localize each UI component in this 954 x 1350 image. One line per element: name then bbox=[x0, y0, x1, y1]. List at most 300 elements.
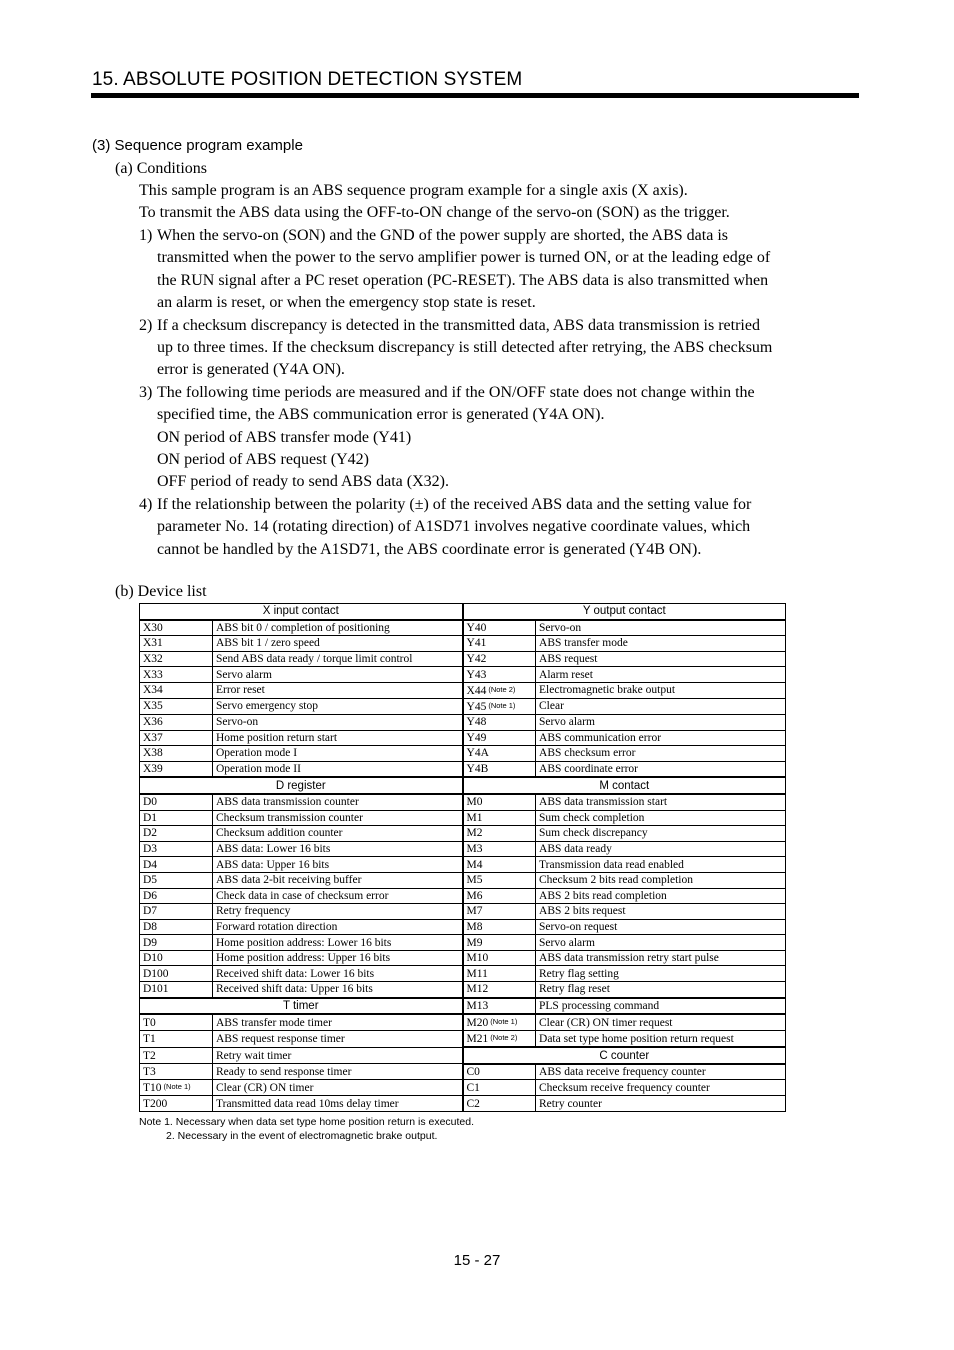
condition-item bbox=[139, 225, 859, 315]
t-description-cell-text: Clear (CR) ON timer bbox=[216, 1081, 314, 1094]
t-timer-header-text: T timer bbox=[282, 999, 319, 1012]
d-description-cell-text: Home position address: Lower 16 bits bbox=[216, 936, 392, 949]
x-description-cell bbox=[213, 636, 463, 652]
y-device-cell-text: Y49 bbox=[466, 731, 487, 744]
x-device-cell-text: X39 bbox=[143, 763, 163, 776]
d-description-cell-text: ABS data: Upper 16 bits bbox=[216, 858, 330, 871]
m-device-cell bbox=[463, 872, 536, 888]
y-device-cell bbox=[463, 682, 536, 698]
t-device-cell bbox=[140, 1014, 213, 1031]
y-description-cell-text: ABS checksum error bbox=[539, 747, 636, 760]
x-device-cell-text: X37 bbox=[143, 731, 163, 744]
m-device-cell bbox=[463, 810, 536, 826]
d-description-cell bbox=[213, 966, 463, 982]
table-row bbox=[140, 794, 786, 810]
m-device-cell bbox=[463, 982, 536, 998]
d-device-cell bbox=[140, 982, 213, 998]
y-device-cell bbox=[463, 636, 536, 652]
m-device-cell bbox=[463, 919, 536, 935]
d-description-cell-text: ABS data 2-bit receiving buffer bbox=[216, 874, 362, 887]
d-description-cell bbox=[213, 841, 463, 857]
x-device-cell bbox=[140, 730, 213, 746]
t-device-cell-text: T1 bbox=[143, 1033, 156, 1045]
x-description-cell-text: Servo emergency stop bbox=[216, 700, 318, 713]
condition-item bbox=[139, 315, 859, 382]
y-description-cell bbox=[536, 636, 786, 652]
y-description-cell-text: Servo alarm bbox=[539, 716, 595, 729]
y-device-cell bbox=[463, 714, 536, 730]
conditions-list bbox=[139, 225, 859, 561]
x-device-cell-text: X36 bbox=[143, 716, 163, 729]
condition-item-line: If the relationship between the polarity (±) of the received ABS data and the setting value for bbox=[157, 495, 752, 513]
d-device-cell bbox=[140, 826, 213, 842]
x-description-cell-text: Home position return start bbox=[216, 731, 338, 744]
m-device-cell bbox=[463, 935, 536, 951]
x-device-cell bbox=[140, 682, 213, 698]
y-device-cell bbox=[463, 620, 536, 636]
t-device-cell bbox=[140, 1031, 213, 1048]
c-device-cell bbox=[463, 1080, 536, 1096]
m-description-cell-text: ABS data transmission start bbox=[539, 796, 668, 809]
d-description-cell-text: Home position address: Upper 16 bits bbox=[216, 952, 391, 965]
x-device-cell bbox=[140, 761, 213, 777]
device-list-table bbox=[139, 603, 786, 1112]
d-description-cell-text: Checksum addition counter bbox=[216, 827, 343, 840]
x-device-cell bbox=[140, 636, 213, 652]
note-2: 2. Necessary in the event of electromagnetic brake output. bbox=[166, 1130, 438, 1142]
d-device-cell-text: D9 bbox=[143, 936, 158, 949]
table-row bbox=[140, 826, 786, 842]
y-description-cell-text: Electromagnetic brake output bbox=[539, 684, 676, 697]
m-device-cell bbox=[463, 950, 536, 966]
t-description-cell bbox=[213, 1031, 463, 1048]
header-rule bbox=[91, 93, 859, 98]
m-device-cell bbox=[463, 1014, 536, 1031]
table-row bbox=[140, 761, 786, 777]
d-device-cell-text: D100 bbox=[143, 967, 169, 980]
table-row bbox=[140, 1064, 786, 1080]
y-description-cell bbox=[536, 667, 786, 683]
y-device-cell-text: Y45 bbox=[466, 700, 487, 713]
table-notes bbox=[139, 1115, 474, 1143]
x-description-cell-text: Servo alarm bbox=[216, 668, 272, 681]
d-register-header bbox=[140, 777, 463, 794]
intro-line: To transmit the ABS data using the OFF-to-ON change of the servo-on (SON) as the trigger. bbox=[139, 204, 730, 222]
d-device-cell bbox=[140, 888, 213, 904]
d-description-cell-text: ABS data transmission counter bbox=[216, 796, 359, 809]
y-description-cell-text: ABS communication error bbox=[539, 731, 662, 744]
d-device-cell-text: D2 bbox=[143, 827, 158, 840]
page-header-title: 15. ABSOLUTE POSITION DETECTION SYSTEM bbox=[92, 69, 523, 90]
y-device-cell-text: Y4B bbox=[466, 763, 489, 776]
x-device-cell-text: X33 bbox=[143, 668, 163, 681]
condition-item-line: The following time periods are measured and if the ON/OFF state does not change within the bbox=[157, 383, 755, 401]
y-description-cell-text: Alarm reset bbox=[539, 668, 593, 681]
table-row bbox=[140, 841, 786, 857]
y-description-cell-text: Clear bbox=[539, 700, 564, 713]
d-device-cell bbox=[140, 950, 213, 966]
d-description-cell-text: Check data in case of checksum error bbox=[216, 889, 389, 902]
x-device-cell bbox=[140, 667, 213, 683]
c-description-cell-text: Retry counter bbox=[539, 1097, 602, 1110]
table-row bbox=[140, 935, 786, 951]
subsection-conditions-heading: (a) Conditions bbox=[115, 160, 207, 177]
m-description-cell-text: Retry flag setting bbox=[539, 967, 619, 980]
table-row bbox=[140, 651, 786, 667]
m-description-cell bbox=[536, 950, 786, 966]
m-device-cell-text: M8 bbox=[466, 920, 483, 933]
y-description-cell bbox=[536, 730, 786, 746]
d-register-header-text: D register bbox=[275, 779, 326, 792]
m-device-cell-text: M9 bbox=[466, 936, 483, 949]
t-device-cell-text: T2 bbox=[143, 1049, 156, 1062]
x-description-cell-text: ABS bit 1 / zero speed bbox=[216, 637, 320, 650]
y-description-cell bbox=[536, 714, 786, 730]
condition-item bbox=[139, 382, 859, 494]
table-row bbox=[140, 604, 786, 620]
table-row bbox=[140, 950, 786, 966]
section-heading: (3) Sequence program example bbox=[92, 137, 303, 154]
m-description-cell-text: Transmission data read enabled bbox=[539, 858, 684, 871]
x-description-cell bbox=[213, 667, 463, 683]
m-device-cell-text: M12 bbox=[466, 983, 489, 996]
d-description-cell bbox=[213, 982, 463, 998]
t-description-cell-text: Transmitted data read 10ms delay timer bbox=[216, 1097, 399, 1110]
m-description-cell-text: Data set type home position return request bbox=[539, 1032, 734, 1045]
x-input-contact-header-text: X input contact bbox=[262, 605, 339, 618]
t-device-cell bbox=[140, 1096, 213, 1112]
d-device-cell bbox=[140, 966, 213, 982]
subsection-device-list-heading: (b) Device list bbox=[115, 583, 207, 600]
table-row bbox=[140, 698, 786, 714]
x-description-cell bbox=[213, 761, 463, 777]
x-device-cell-text: X30 bbox=[143, 621, 163, 634]
m-device-cell bbox=[463, 1031, 536, 1048]
m-device-cell-text: M11 bbox=[466, 967, 488, 980]
m-description-cell-text: Checksum 2 bits read completion bbox=[539, 874, 693, 887]
m-device-cell-text: M2 bbox=[466, 827, 483, 840]
y-description-cell-text: ABS coordinate error bbox=[539, 763, 639, 776]
t-device-cell-text: T3 bbox=[143, 1065, 156, 1078]
table-row bbox=[140, 998, 786, 1015]
y-device-cell bbox=[463, 761, 536, 777]
t-description-cell bbox=[213, 1096, 463, 1112]
table-row bbox=[140, 636, 786, 652]
y-output-contact-header-text: Y output contact bbox=[582, 605, 666, 618]
d-description-cell bbox=[213, 794, 463, 810]
t-device-cell-text: T200 bbox=[143, 1097, 168, 1110]
x-device-cell-text: X38 bbox=[143, 747, 163, 760]
y-device-cell bbox=[463, 667, 536, 683]
x-device-cell-text: X35 bbox=[143, 700, 163, 713]
condition-item-line: ON period of ABS transfer mode (Y41) bbox=[157, 428, 412, 446]
d-description-cell-text: Forward rotation direction bbox=[216, 920, 338, 933]
d-description-cell-text: Received shift data: Lower 16 bits bbox=[216, 967, 375, 980]
d-device-cell bbox=[140, 872, 213, 888]
c-description-cell-text: ABS data receive frequency counter bbox=[539, 1066, 706, 1079]
d-device-cell-text: D0 bbox=[143, 796, 158, 809]
table-row bbox=[140, 888, 786, 904]
m-description-cell-text: Sum check discrepancy bbox=[539, 827, 648, 840]
d-description-cell bbox=[213, 826, 463, 842]
table-row bbox=[140, 857, 786, 873]
m-description-cell bbox=[536, 794, 786, 810]
table-row bbox=[140, 904, 786, 920]
table-row bbox=[140, 872, 786, 888]
d-device-cell bbox=[140, 841, 213, 857]
d-description-cell-text: Retry frequency bbox=[216, 905, 291, 918]
note-reference: (Note 1) bbox=[163, 1082, 191, 1092]
d-description-cell bbox=[213, 810, 463, 826]
c-description-cell bbox=[536, 1080, 786, 1096]
y-device-cell-text: Y42 bbox=[466, 653, 487, 666]
d-description-cell-text: Received shift data: Upper 16 bits bbox=[216, 983, 373, 996]
condition-item-line: an alarm is reset, or when the emergency stop state is reset. bbox=[157, 294, 536, 312]
c-counter-header bbox=[463, 1047, 786, 1064]
x-description-cell bbox=[213, 698, 463, 714]
m-device-cell-text: M6 bbox=[466, 889, 483, 902]
table-row bbox=[140, 714, 786, 730]
x-device-cell bbox=[140, 698, 213, 714]
x-description-cell-text: Error reset bbox=[216, 684, 265, 697]
table-row bbox=[140, 667, 786, 683]
d-device-cell bbox=[140, 794, 213, 810]
x-description-cell-text: Operation mode II bbox=[216, 763, 301, 776]
m-description-cell bbox=[536, 1031, 786, 1048]
x-description-cell bbox=[213, 746, 463, 762]
m-description-cell bbox=[536, 810, 786, 826]
condition-item-line: transmitted when the power to the servo amplifier power is turned ON, or at the leading edge of bbox=[157, 249, 771, 267]
table-row bbox=[140, 1014, 786, 1031]
d-device-cell bbox=[140, 904, 213, 920]
condition-item-number: 4) bbox=[139, 495, 153, 513]
t-device-cell-text: T0 bbox=[143, 1016, 156, 1029]
table-row bbox=[140, 919, 786, 935]
m-device-cell-text: M13 bbox=[466, 999, 489, 1012]
condition-item-line: cannot be handled by the A1SD71, the ABS coordinate error is generated (Y4B ON). bbox=[157, 540, 702, 558]
x-device-cell bbox=[140, 714, 213, 730]
y-device-cell-text: Y41 bbox=[466, 637, 487, 650]
d-device-cell bbox=[140, 857, 213, 873]
table-row bbox=[140, 746, 786, 762]
t-description-cell bbox=[213, 1064, 463, 1080]
m-device-cell bbox=[463, 904, 536, 920]
y-description-cell bbox=[536, 651, 786, 667]
m-device-cell bbox=[463, 966, 536, 982]
m-description-cell-text: PLS processing command bbox=[539, 999, 660, 1012]
condition-item bbox=[139, 494, 859, 561]
y-device-cell-text: Y48 bbox=[466, 716, 487, 729]
y-device-cell-text: X44 bbox=[466, 684, 487, 697]
c-description-cell bbox=[536, 1096, 786, 1112]
d-device-cell bbox=[140, 810, 213, 826]
d-description-cell bbox=[213, 857, 463, 873]
x-device-cell-text: X34 bbox=[143, 684, 163, 697]
t-description-cell bbox=[213, 1047, 463, 1064]
condition-item-line: the RUN signal after a PC reset operation (PC-RESET). The ABS data is also transmitted when bbox=[157, 271, 769, 289]
c-device-cell-text: C2 bbox=[466, 1097, 480, 1110]
m-description-cell-text: ABS data transmission retry start pulse bbox=[539, 952, 719, 965]
c-description-cell-text: Checksum receive frequency counter bbox=[539, 1081, 710, 1094]
m-device-cell-text: M5 bbox=[466, 874, 483, 887]
m-description-cell-text: ABS 2 bits read completion bbox=[539, 889, 667, 902]
m-device-cell-text: M7 bbox=[466, 905, 483, 918]
t-description-cell bbox=[213, 1080, 463, 1096]
t-description-cell-text: ABS transfer mode timer bbox=[216, 1016, 332, 1029]
condition-item-line: ON period of ABS request (Y42) bbox=[157, 451, 369, 469]
table-row bbox=[140, 777, 786, 794]
note-reference: (Note 2) bbox=[490, 1033, 518, 1043]
d-device-cell-text: D1 bbox=[143, 811, 158, 824]
t-device-cell bbox=[140, 1047, 213, 1064]
condition-item-line: OFF period of ready to send ABS data (X32). bbox=[157, 473, 449, 491]
c-counter-header-text: C counter bbox=[599, 1049, 650, 1062]
m-description-cell-text: Servo alarm bbox=[539, 936, 595, 949]
table-row bbox=[140, 1047, 786, 1064]
y-description-cell bbox=[536, 682, 786, 698]
d-device-cell-text: D101 bbox=[143, 983, 169, 996]
m-device-cell bbox=[463, 841, 536, 857]
y-device-cell bbox=[463, 746, 536, 762]
m-device-cell bbox=[463, 998, 536, 1015]
d-device-cell-text: D4 bbox=[143, 858, 158, 871]
m-device-cell-text: M1 bbox=[466, 811, 483, 824]
m-description-cell bbox=[536, 904, 786, 920]
y-description-cell bbox=[536, 620, 786, 636]
x-description-cell-text: Operation mode I bbox=[216, 747, 298, 760]
x-description-cell bbox=[213, 714, 463, 730]
condition-item-number: 1) bbox=[139, 227, 153, 244]
c-device-cell bbox=[463, 1064, 536, 1080]
d-description-cell bbox=[213, 872, 463, 888]
c-device-cell-text: C0 bbox=[466, 1066, 480, 1079]
intro-paragraph bbox=[139, 180, 859, 225]
m-description-cell-text: Sum check completion bbox=[539, 811, 645, 824]
table-row bbox=[140, 1096, 786, 1112]
condition-item-line: up to three times. If the checksum discrepancy is still detected after retrying, the ABS checksum bbox=[157, 339, 773, 357]
t-timer-header bbox=[140, 998, 463, 1015]
y-description-cell bbox=[536, 761, 786, 777]
table-row bbox=[140, 1031, 786, 1048]
note-reference: (Note 1) bbox=[490, 1017, 518, 1027]
t-description-cell-text: ABS request response timer bbox=[216, 1033, 345, 1045]
x-input-contact-header bbox=[140, 604, 463, 620]
m-description-cell bbox=[536, 966, 786, 982]
m-device-cell bbox=[463, 857, 536, 873]
d-device-cell-text: D5 bbox=[143, 874, 158, 887]
x-description-cell bbox=[213, 682, 463, 698]
table-row bbox=[140, 982, 786, 998]
x-device-cell-text: X32 bbox=[143, 653, 163, 666]
t-description-cell bbox=[213, 1014, 463, 1031]
note-reference: (Note 1) bbox=[488, 700, 516, 710]
m-device-cell-text: M20 bbox=[466, 1017, 489, 1030]
m-description-cell bbox=[536, 841, 786, 857]
d-description-cell bbox=[213, 935, 463, 951]
m-description-cell bbox=[536, 935, 786, 951]
note-1: Note 1. Necessary when data set type home position return is executed. bbox=[139, 1116, 475, 1128]
m-description-cell bbox=[536, 919, 786, 935]
m-description-cell bbox=[536, 826, 786, 842]
c-description-cell bbox=[536, 1064, 786, 1080]
y-description-cell-text: ABS transfer mode bbox=[539, 637, 628, 650]
condition-item-line: When the servo-on (SON) and the GND of the power supply are shorted, the ABS data is bbox=[157, 227, 728, 244]
y-description-cell bbox=[536, 698, 786, 714]
t-device-cell bbox=[140, 1064, 213, 1080]
y-output-contact-header bbox=[463, 604, 786, 620]
m-description-cell bbox=[536, 998, 786, 1015]
x-device-cell-text: X31 bbox=[143, 637, 163, 650]
d-device-cell bbox=[140, 919, 213, 935]
t-description-cell-text: Retry wait timer bbox=[216, 1049, 292, 1062]
m-description-cell bbox=[536, 872, 786, 888]
m-device-cell-text: M21 bbox=[466, 1033, 489, 1046]
x-description-cell bbox=[213, 730, 463, 746]
t-device-cell-text: T10 bbox=[143, 1082, 162, 1095]
d-device-cell-text: D8 bbox=[143, 920, 158, 933]
d-device-cell-text: D10 bbox=[143, 952, 163, 965]
m-contact-header-text: M contact bbox=[599, 779, 650, 792]
y-device-cell-text: Y40 bbox=[466, 621, 487, 634]
d-device-cell-text: D3 bbox=[143, 843, 158, 856]
d-device-cell-text: D7 bbox=[143, 905, 158, 918]
condition-item-line: specified time, the ABS communication error is generated (Y4A ON). bbox=[157, 406, 605, 424]
m-description-cell-text: Servo-on request bbox=[539, 920, 618, 933]
c-device-cell bbox=[463, 1096, 536, 1112]
m-description-cell bbox=[536, 1014, 786, 1031]
x-device-cell bbox=[140, 746, 213, 762]
d-device-cell-text: D6 bbox=[143, 889, 158, 902]
m-device-cell-text: M4 bbox=[466, 858, 483, 871]
c-device-cell-text: C1 bbox=[466, 1081, 480, 1094]
m-description-cell bbox=[536, 888, 786, 904]
m-device-cell-text: M10 bbox=[466, 952, 489, 965]
m-description-cell-text: ABS 2 bits request bbox=[539, 905, 626, 918]
y-device-cell bbox=[463, 730, 536, 746]
x-description-cell bbox=[213, 651, 463, 667]
m-device-cell bbox=[463, 826, 536, 842]
m-description-cell-text: ABS data ready bbox=[539, 843, 612, 856]
table-row bbox=[140, 1080, 786, 1096]
m-description-cell bbox=[536, 857, 786, 873]
condition-item-line: If a checksum discrepancy is detected in the transmitted data, ABS data transmission is retried bbox=[157, 316, 760, 334]
x-description-cell-text: ABS bit 0 / completion of positioning bbox=[216, 621, 390, 634]
m-device-cell-text: M0 bbox=[466, 796, 483, 809]
x-description-cell bbox=[213, 620, 463, 636]
d-description-cell bbox=[213, 919, 463, 935]
m-device-cell-text: M3 bbox=[466, 843, 483, 856]
d-description-cell-text: ABS data: Lower 16 bits bbox=[216, 843, 331, 856]
m-contact-header bbox=[463, 777, 786, 794]
page-number: 15 - 27 bbox=[453, 1252, 501, 1269]
m-device-cell bbox=[463, 888, 536, 904]
note-reference: (Note 2) bbox=[488, 684, 516, 694]
condition-item-line: error is generated (Y4A ON). bbox=[157, 361, 345, 379]
m-description-cell bbox=[536, 982, 786, 998]
x-device-cell bbox=[140, 620, 213, 636]
condition-item-line: parameter No. 14 (rotating direction) of A1SD71 involves negative coordinate values, which bbox=[157, 518, 751, 536]
x-description-cell-text: Servo-on bbox=[216, 716, 259, 729]
y-device-cell bbox=[463, 651, 536, 667]
t-description-cell-text: Ready to send response timer bbox=[216, 1065, 352, 1078]
t-device-cell bbox=[140, 1080, 213, 1096]
y-description-cell-text: ABS request bbox=[539, 653, 598, 666]
m-device-cell bbox=[463, 794, 536, 810]
y-device-cell-text: Y43 bbox=[466, 668, 487, 681]
table-row bbox=[140, 966, 786, 982]
d-description-cell bbox=[213, 950, 463, 966]
condition-item-number: 2) bbox=[139, 316, 153, 334]
